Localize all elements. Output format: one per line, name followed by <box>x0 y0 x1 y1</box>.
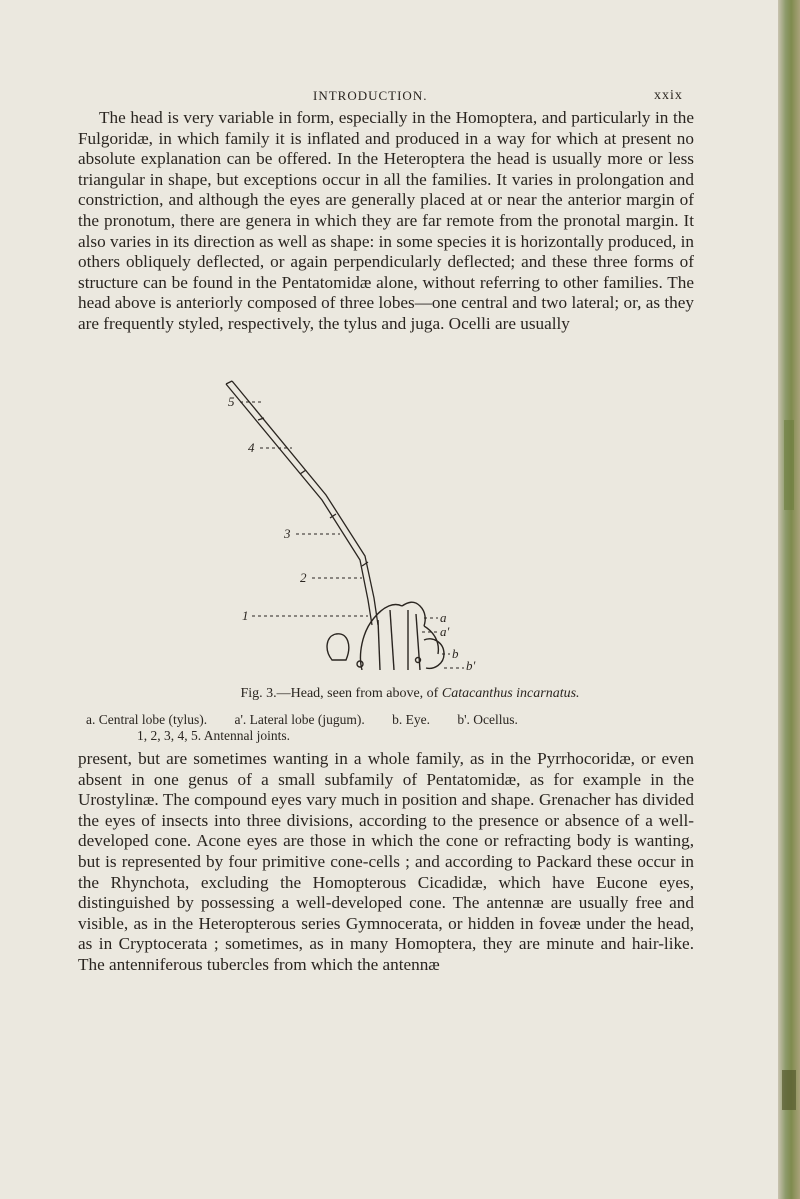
caption-prefix: Fig. 3.—Head, seen from above, of <box>240 686 442 701</box>
legend-b-prime: b'. Ocellus. <box>457 712 518 727</box>
label-tylus: a <box>440 610 447 625</box>
legend-joints: 1, 2, 3, 4, 5. Antennal joints. <box>137 728 290 743</box>
figure-caption <box>20 686 800 702</box>
running-title: INTRODUCTION. <box>313 88 428 103</box>
figure-legend <box>86 712 726 744</box>
antenna-drawing <box>226 381 378 625</box>
label-joint-5: 5 <box>228 394 235 409</box>
paragraph-eyes-antennae: present, but are sometimes wanting in a whole family, as in the Pyrrhocoridæ, or even absent in one genus of a small subfamily of Pentatomidæ, as for example in the Urostylinæ. The compound eyes vary much in position and shape. Grenacher has divided the eyes of insects into three divisions, according to the presence or absence of a well-developed cone. Acone eyes are those in which the cone or refracting body is wanting, but is represented by four primitive cone-cells ; and according to Packard these occur in the Rhynchota, excluding the Homopterous Cicadidæ, which have Eucone eyes, distinguished by possessing a well-developed cone. The antennæ are usually free and visible, as in the Heteropterous series Gymnocerata, or hidden in foveæ under the head, as in Cryptocerata ; sometimes, as in many Homoptera, they are minute and hair-like. The antenniferous tubercles from which the antennæ <box>78 749 694 974</box>
label-joint-1: 1 <box>242 608 249 623</box>
label-joint-3: 3 <box>284 526 291 541</box>
head-figure <box>212 370 532 670</box>
page-edge <box>778 0 800 1199</box>
label-jugum: a' <box>440 624 450 639</box>
legend-b: b. Eye. <box>392 712 430 727</box>
label-joint-4: 4 <box>248 440 255 455</box>
label-eye: b <box>452 646 459 661</box>
page-number: xxix <box>654 88 683 103</box>
label-joint-2: 2 <box>300 570 307 585</box>
legend-a-prime: a'. Lateral lobe (jugum). <box>234 712 365 727</box>
legend-a: a. Central lobe (tylus). <box>86 712 208 727</box>
head-outline <box>327 602 444 670</box>
label-ocellus: b' <box>466 658 476 670</box>
caption-species: Catacanthus incarnatus. <box>441 686 580 701</box>
paragraph-head-variability: The head is very variable in form, especially in the Homoptera, and particularly in the Fulgoridæ, in which family it is inflated and produced in a way for which at present no absolute explanation can be offered. In the Heteroptera the head is usually more or less triangular in shape, but exceptions occur in all the families. It varies in prolongation and constriction, and although the eyes are generally placed at or near the anterior margin of the pronotum, there are genera in which they are far remote from the pronotal margin. It also varies in its direction as well as shape: in some species it is horizontally produced, in others obliquely deflected, or again perpendicularly deflected; and these three forms of structure can be found in the Pentatomidæ alone, without referring to other families. The head above is anteriorly composed of three lobes—one central and two lateral; or, as they are frequently styled, respectively, the tylus and juga. Ocelli are usually <box>78 108 694 333</box>
